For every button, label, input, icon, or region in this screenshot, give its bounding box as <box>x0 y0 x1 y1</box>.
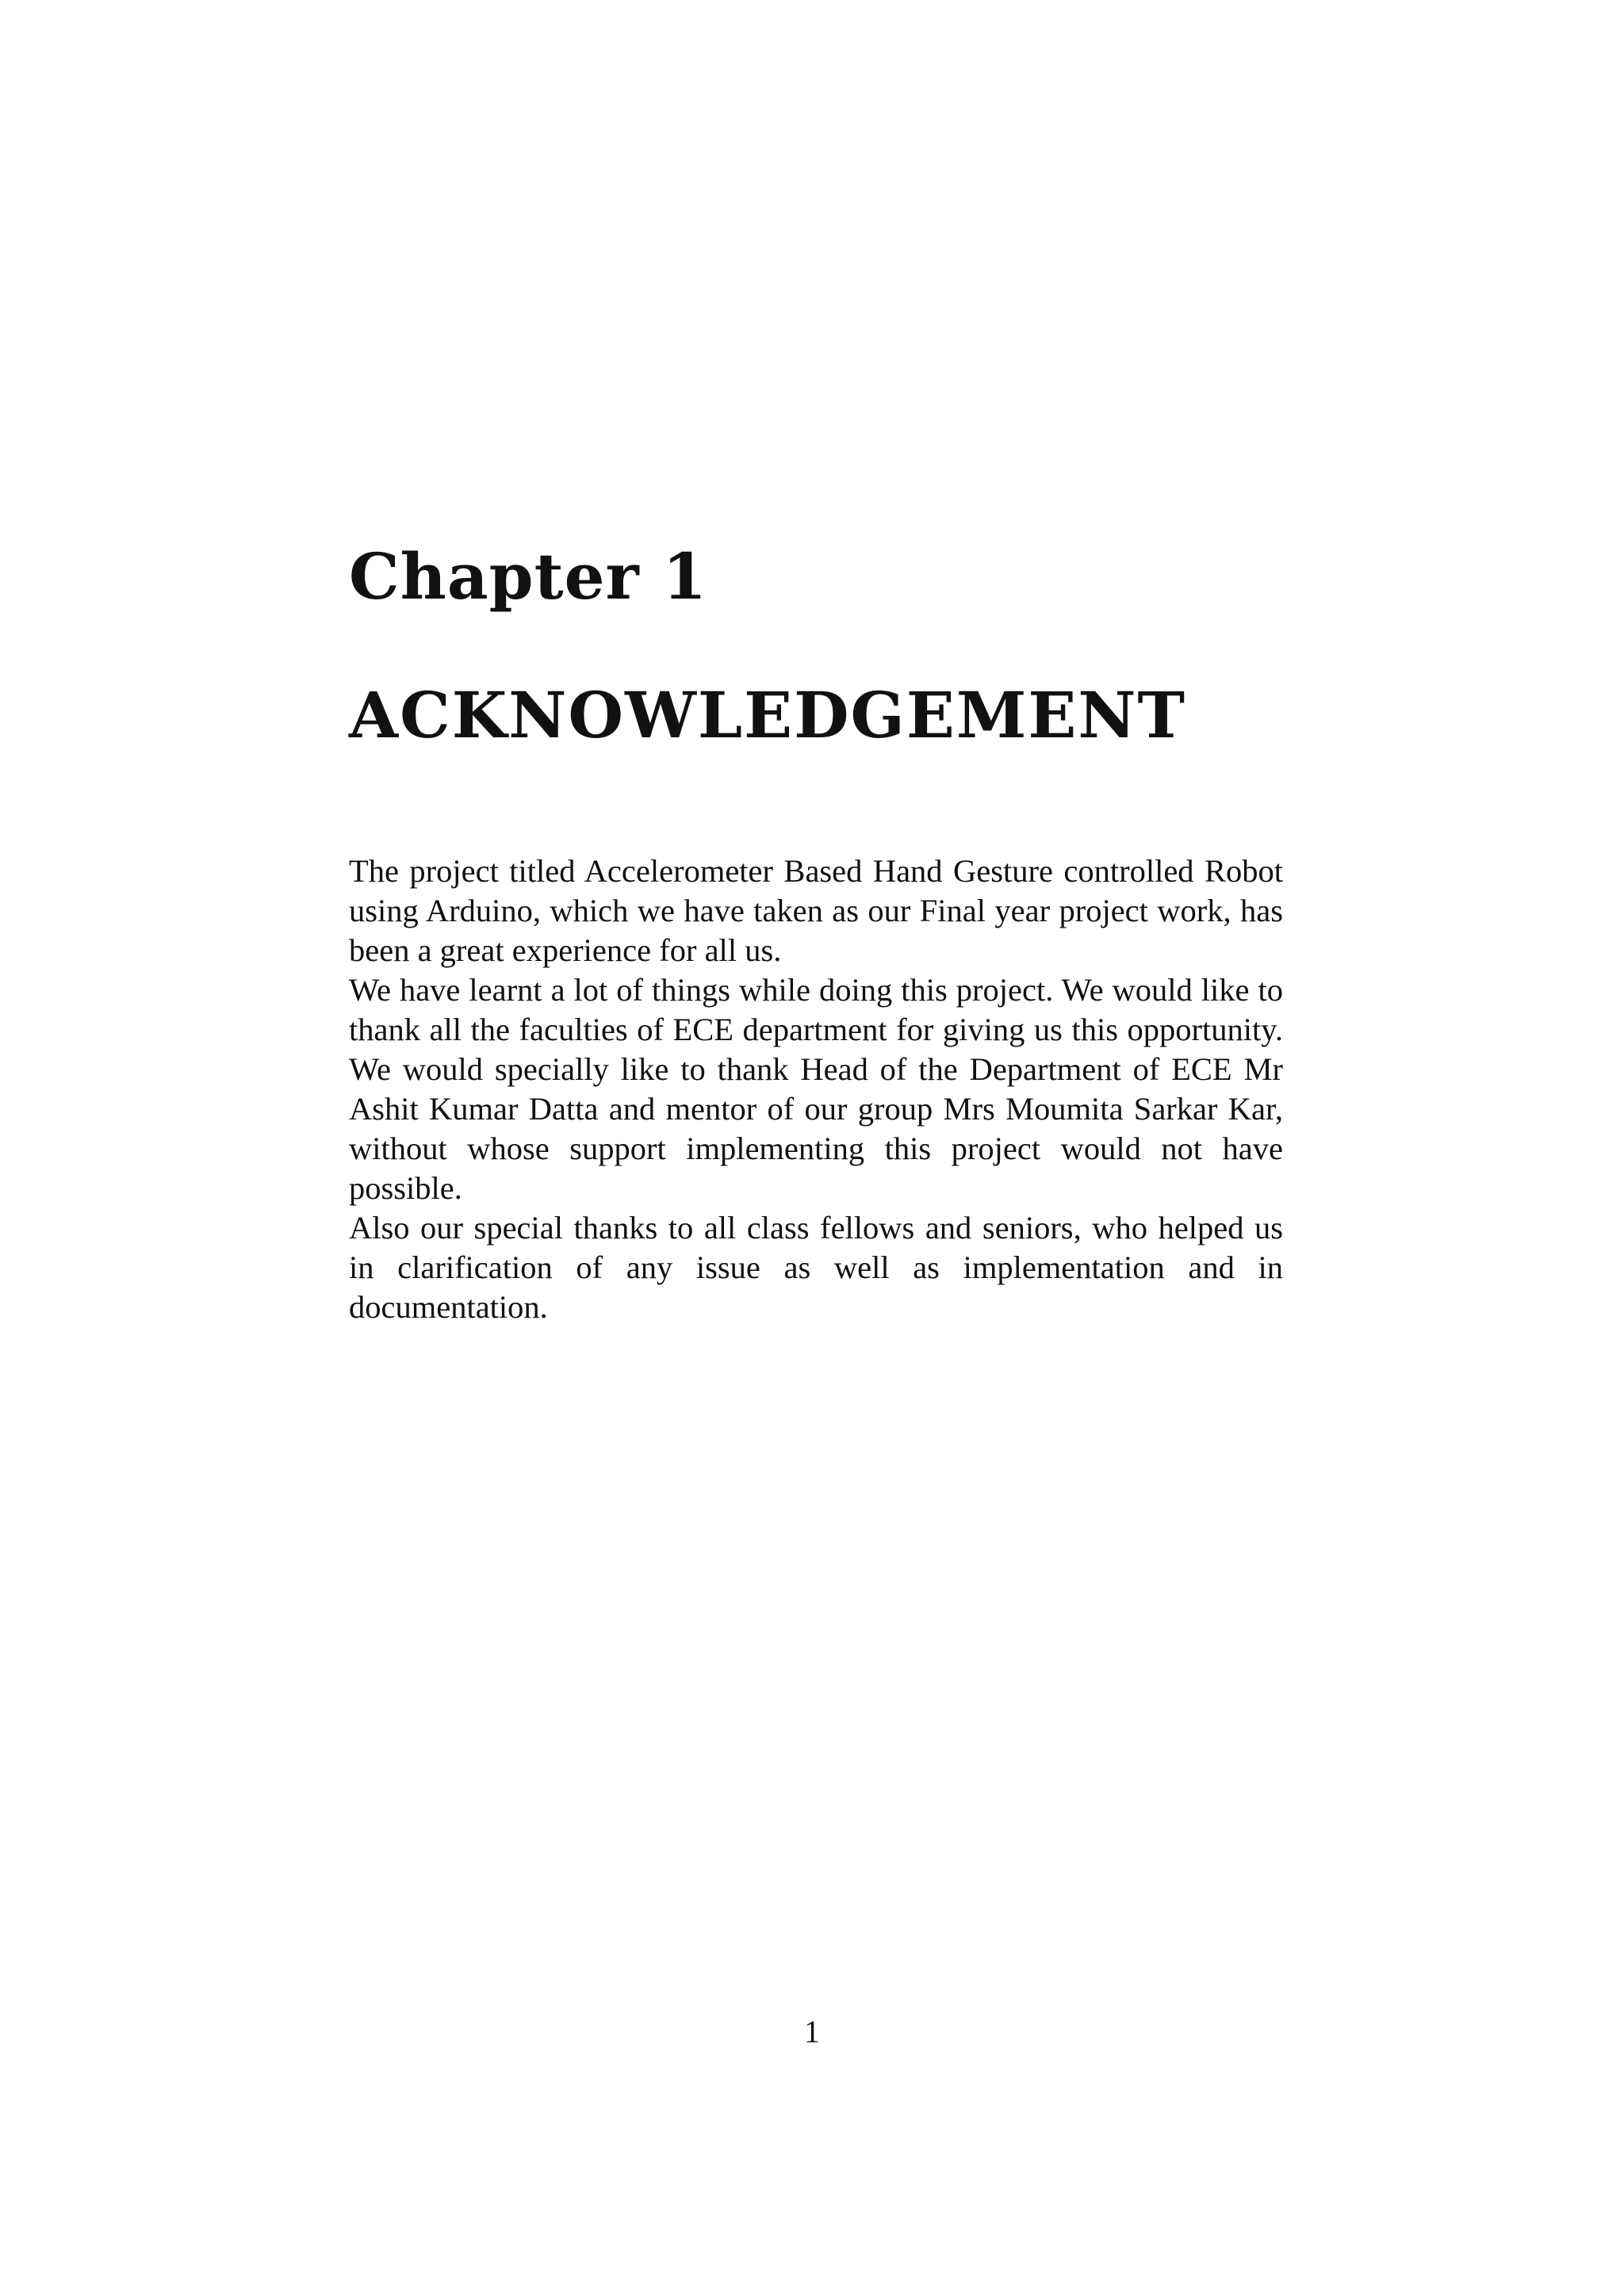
acknowledgement-body <box>349 851 1283 1327</box>
chapter-number-heading: Chapter 1 <box>349 539 708 614</box>
page-number: 1 <box>804 2014 820 2049</box>
paragraph-2: We have learnt a lot of things while doing this project. We would like to thank all the faculties of ECE department for giving us this opportunity. We would specially like to thank Head of the Department of ECE Mr Ashit Kumar Datta and mentor of our group Mrs Moumita Sarkar Kar, without whose support implementing this project would not have possible. <box>349 972 1283 1206</box>
paragraph-3: Also our special thanks to all class fellows and seniors, who helped us in clarification of any issue as well as implementation and in documentation. <box>349 1210 1283 1325</box>
paragraph-1: The project titled Accelerometer Based Hand Gesture controlled Robot using Arduino, which we have taken as our Final year project work, has been a great experience for all us. <box>349 853 1283 968</box>
chapter-title: ACKNOWLEDGEMENT <box>349 678 1187 752</box>
